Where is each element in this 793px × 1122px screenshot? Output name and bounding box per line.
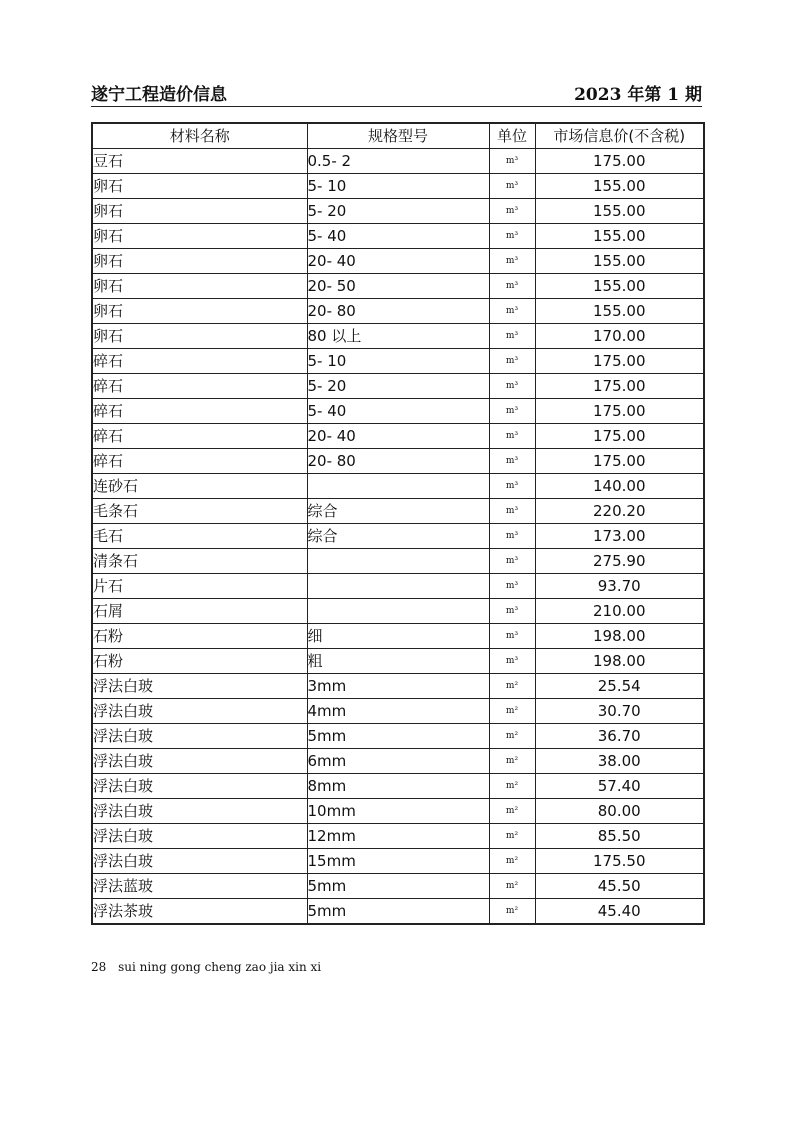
cell-price: 85.50: [535, 824, 704, 849]
cell-material-name: 碎石: [92, 374, 307, 399]
cell-spec: 5mm: [307, 899, 489, 925]
table-row: [92, 699, 704, 724]
cell-spec: 80 以上: [307, 324, 489, 349]
cell-material-name: 浮法蓝玻: [92, 874, 307, 899]
cell-unit: m³: [489, 349, 535, 374]
cell-spec: 5- 20: [307, 199, 489, 224]
cell-price: 275.90: [535, 549, 704, 574]
cell-price: 140.00: [535, 474, 704, 499]
price-table: [91, 122, 705, 925]
table-row: [92, 549, 704, 574]
cell-material-name: 卵石: [92, 224, 307, 249]
cell-price: 155.00: [535, 299, 704, 324]
cell-spec: 4mm: [307, 699, 489, 724]
cell-unit: m³: [489, 374, 535, 399]
cell-unit: m³: [489, 624, 535, 649]
table-row: [92, 899, 704, 925]
table-row: [92, 674, 704, 699]
table-row: [92, 274, 704, 299]
cell-price: 175.00: [535, 349, 704, 374]
page-header: [91, 78, 702, 107]
cell-spec: 20- 50: [307, 274, 489, 299]
cell-unit: m³: [489, 524, 535, 549]
cell-price: 38.00: [535, 749, 704, 774]
cell-material-name: 浮法茶玻: [92, 899, 307, 925]
table-row: [92, 499, 704, 524]
cell-material-name: 浮法白玻: [92, 824, 307, 849]
cell-unit: m³: [489, 649, 535, 674]
cell-price: 36.70: [535, 724, 704, 749]
cell-price: 45.50: [535, 874, 704, 899]
cell-spec: 5- 10: [307, 349, 489, 374]
cell-unit: m³: [489, 174, 535, 199]
cell-material-name: 石屑: [92, 599, 307, 624]
cell-material-name: 毛条石: [92, 499, 307, 524]
cell-price: 45.40: [535, 899, 704, 925]
table-row: [92, 799, 704, 824]
cell-spec: 3mm: [307, 674, 489, 699]
cell-unit: m²: [489, 724, 535, 749]
cell-material-name: 浮法白玻: [92, 724, 307, 749]
cell-material-name: 卵石: [92, 249, 307, 274]
table-row: [92, 624, 704, 649]
cell-material-name: 豆石: [92, 149, 307, 174]
table-row: [92, 224, 704, 249]
table-row: [92, 574, 704, 599]
cell-unit: m³: [489, 224, 535, 249]
cell-unit: m³: [489, 599, 535, 624]
cell-spec: 10mm: [307, 799, 489, 824]
issue-label: 2023 年第 1 期: [574, 85, 702, 105]
table-row: [92, 449, 704, 474]
cell-unit: m³: [489, 549, 535, 574]
column-header-price: 市场信息价(不含税): [535, 123, 704, 149]
cell-spec: [307, 549, 489, 574]
cell-price: 198.00: [535, 649, 704, 674]
cell-spec: 0.5- 2: [307, 149, 489, 174]
cell-spec: [307, 474, 489, 499]
cell-material-name: 卵石: [92, 199, 307, 224]
cell-spec: 15mm: [307, 849, 489, 874]
cell-spec: 12mm: [307, 824, 489, 849]
footer-subtitle: sui ning gong cheng zao jia xin xi: [118, 960, 322, 974]
cell-spec: 8mm: [307, 774, 489, 799]
cell-price: 173.00: [535, 524, 704, 549]
cell-spec: 6mm: [307, 749, 489, 774]
table-row: [92, 774, 704, 799]
table-body: [92, 149, 704, 925]
cell-material-name: 片石: [92, 574, 307, 599]
cell-spec: 粗: [307, 649, 489, 674]
table-row: [92, 349, 704, 374]
cell-unit: m²: [489, 899, 535, 925]
cell-spec: 5mm: [307, 724, 489, 749]
cell-unit: m³: [489, 149, 535, 174]
cell-spec: 5- 40: [307, 224, 489, 249]
cell-price: 175.00: [535, 149, 704, 174]
cell-material-name: 浮法白玻: [92, 799, 307, 824]
cell-spec: 20- 40: [307, 249, 489, 274]
cell-price: 80.00: [535, 799, 704, 824]
cell-material-name: 石粉: [92, 649, 307, 674]
column-header-unit: 单位: [489, 123, 535, 149]
table-row: [92, 149, 704, 174]
table-row: [92, 424, 704, 449]
table-row: [92, 849, 704, 874]
cell-unit: m³: [489, 299, 535, 324]
column-header-name: 材料名称: [92, 123, 307, 149]
cell-unit: m³: [489, 274, 535, 299]
table-row: [92, 524, 704, 549]
table-row: [92, 399, 704, 424]
cell-material-name: 石粉: [92, 624, 307, 649]
cell-unit: m²: [489, 849, 535, 874]
cell-spec: 综合: [307, 524, 489, 549]
cell-material-name: 浮法白玻: [92, 774, 307, 799]
cell-price: 170.00: [535, 324, 704, 349]
table-row: [92, 599, 704, 624]
cell-unit: m³: [489, 249, 535, 274]
cell-price: 93.70: [535, 574, 704, 599]
table-row: [92, 374, 704, 399]
cell-spec: 20- 40: [307, 424, 489, 449]
cell-unit: m³: [489, 199, 535, 224]
cell-price: 155.00: [535, 274, 704, 299]
cell-unit: m²: [489, 674, 535, 699]
cell-material-name: 碎石: [92, 449, 307, 474]
cell-material-name: 浮法白玻: [92, 674, 307, 699]
cell-unit: m³: [489, 474, 535, 499]
cell-material-name: 浮法白玻: [92, 749, 307, 774]
cell-material-name: 碎石: [92, 349, 307, 374]
cell-unit: m³: [489, 399, 535, 424]
cell-price: 30.70: [535, 699, 704, 724]
cell-unit: m³: [489, 449, 535, 474]
cell-unit: m²: [489, 799, 535, 824]
table-header-row: [92, 123, 704, 149]
cell-price: 210.00: [535, 599, 704, 624]
cell-material-name: 卵石: [92, 299, 307, 324]
cell-material-name: 浮法白玻: [92, 849, 307, 874]
cell-unit: m³: [489, 499, 535, 524]
cell-material-name: 卵石: [92, 324, 307, 349]
cell-material-name: 碎石: [92, 399, 307, 424]
cell-material-name: 碎石: [92, 424, 307, 449]
cell-unit: m²: [489, 774, 535, 799]
cell-price: 155.00: [535, 249, 704, 274]
cell-price: 175.50: [535, 849, 704, 874]
publication-title: 遂宁工程造价信息: [91, 85, 227, 105]
cell-spec: [307, 574, 489, 599]
cell-price: 155.00: [535, 224, 704, 249]
table-row: [92, 474, 704, 499]
cell-spec: 20- 80: [307, 449, 489, 474]
cell-unit: m³: [489, 424, 535, 449]
table-row: [92, 724, 704, 749]
table-row: [92, 174, 704, 199]
cell-price: 198.00: [535, 624, 704, 649]
cell-material-name: 卵石: [92, 174, 307, 199]
table-row: [92, 824, 704, 849]
cell-material-name: 清条石: [92, 549, 307, 574]
cell-spec: 综合: [307, 499, 489, 524]
cell-spec: 20- 80: [307, 299, 489, 324]
cell-price: 155.00: [535, 174, 704, 199]
page-footer: [91, 960, 329, 974]
cell-unit: m³: [489, 574, 535, 599]
page-number: 28: [91, 960, 107, 974]
table-row: [92, 299, 704, 324]
cell-material-name: 卵石: [92, 274, 307, 299]
cell-unit: m³: [489, 324, 535, 349]
cell-price: 57.40: [535, 774, 704, 799]
cell-price: 175.00: [535, 374, 704, 399]
cell-spec: 5mm: [307, 874, 489, 899]
cell-spec: 5- 10: [307, 174, 489, 199]
cell-unit: m²: [489, 749, 535, 774]
cell-price: 175.00: [535, 449, 704, 474]
cell-spec: 5- 40: [307, 399, 489, 424]
cell-unit: m²: [489, 824, 535, 849]
table-row: [92, 874, 704, 899]
table-row: [92, 249, 704, 274]
cell-spec: 细: [307, 624, 489, 649]
table-row: [92, 199, 704, 224]
table-row: [92, 324, 704, 349]
cell-price: 155.00: [535, 199, 704, 224]
cell-spec: 5- 20: [307, 374, 489, 399]
cell-material-name: 浮法白玻: [92, 699, 307, 724]
cell-spec: [307, 599, 489, 624]
cell-material-name: 毛石: [92, 524, 307, 549]
cell-price: 25.54: [535, 674, 704, 699]
cell-price: 175.00: [535, 399, 704, 424]
cell-price: 175.00: [535, 424, 704, 449]
cell-unit: m²: [489, 874, 535, 899]
cell-price: 220.20: [535, 499, 704, 524]
column-header-spec: 规格型号: [307, 123, 489, 149]
table-row: [92, 649, 704, 674]
cell-material-name: 连砂石: [92, 474, 307, 499]
table-row: [92, 749, 704, 774]
cell-unit: m²: [489, 699, 535, 724]
